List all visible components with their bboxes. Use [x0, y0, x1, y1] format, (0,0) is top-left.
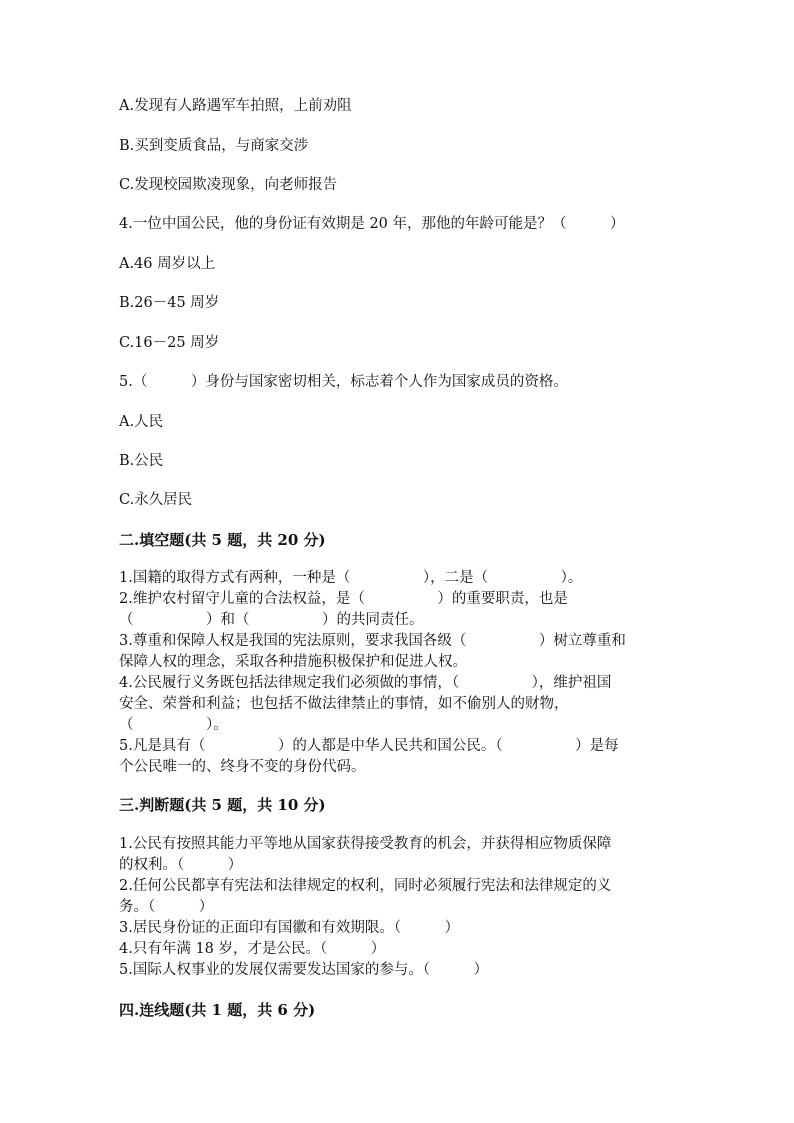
fill-blank-line: 个公民唯一的、终身不变的身份代码。 — [119, 759, 366, 775]
fill-blank-line: （ ）和（ ）的共同责任。 — [119, 612, 424, 628]
fill-blank-questions — [119, 568, 679, 778]
judge-line: 3.居民身份证的正面印有国徽和有效期限。（ ） — [119, 920, 460, 936]
q3-option-c: C.发现校园欺凌现象，向老师报告 — [119, 177, 338, 193]
q4-option-b: B.26－45 周岁 — [119, 295, 220, 311]
fill-blank-line: 保障人权的理念，采取各种措施积极保护和促进人权。 — [119, 654, 467, 670]
fill-blank-line: 2.维护农村留守儿童的合法权益，是（ ）的重要职责，也是 — [119, 591, 568, 607]
fill-blank-line: 3.尊重和保障人权是我国的宪法原则，要求我国各级（ ）树立尊重和 — [119, 633, 626, 649]
fill-blank-line: 1.国籍的取得方式有两种，一种是（ ），二是（ ）。 — [119, 570, 583, 586]
judge-line: 5.国际人权事业的发展仅需要发达国家的参与。（ ） — [119, 962, 489, 978]
judge-line: 的权利。（ ） — [119, 857, 243, 873]
judge-line: 务。（ ） — [119, 899, 214, 915]
q4-option-c: C.16－25 周岁 — [119, 335, 220, 351]
q3-option-a: A.发现有人路遇军车拍照，上前劝阻 — [119, 98, 352, 114]
judge-questions — [119, 834, 679, 981]
fill-blank-line: （ ）。 — [119, 717, 228, 733]
q5-option-a: A.人民 — [119, 414, 164, 430]
fill-blank-line: 4.公民履行义务既包括法律规定我们必须做的事情，（ ），维护祖国 — [119, 675, 612, 691]
q5-option-b: B.公民 — [119, 453, 164, 469]
q4-stem: 4.一位中国公民，他的身份证有效期是 20 年，那他的年龄可能是？（ ） — [119, 216, 625, 232]
judge-line: 1.公民有按照其能力平等地从国家获得接受教育的机会，并获得相应物质保障 — [119, 836, 612, 852]
fill-blank-line: 5.凡是具有（ ）的人都是中华人民共和国公民。（ ）是每 — [119, 738, 619, 754]
q3-option-b: B.买到变质食品，与商家交涉 — [119, 138, 309, 154]
q5-option-c: C.永久居民 — [119, 492, 193, 508]
judge-line: 2.任何公民都享有宪法和法律规定的权利，同时必须履行宪法和法律规定的义 — [119, 878, 612, 894]
fill-blank-line: 安全、荣誉和利益；也包括不做法律禁止的事情，如不偷别人的财物， — [119, 696, 569, 712]
q5-stem: 5.（ ）身份与国家密切相关，标志着个人作为国家成员的资格。 — [119, 374, 568, 390]
section-heading-judge: 三.判断题(共 5 题，共 10 分) — [119, 796, 326, 814]
section-heading-matching: 四.连线题(共 1 题，共 6 分) — [119, 1001, 316, 1019]
section-heading-fill-blank: 二.填空题(共 5 题，共 20 分) — [119, 531, 326, 549]
q4-option-a: A.46 周岁以上 — [119, 256, 216, 272]
judge-line: 4.只有年满 18 岁，才是公民。（ ） — [119, 941, 386, 957]
